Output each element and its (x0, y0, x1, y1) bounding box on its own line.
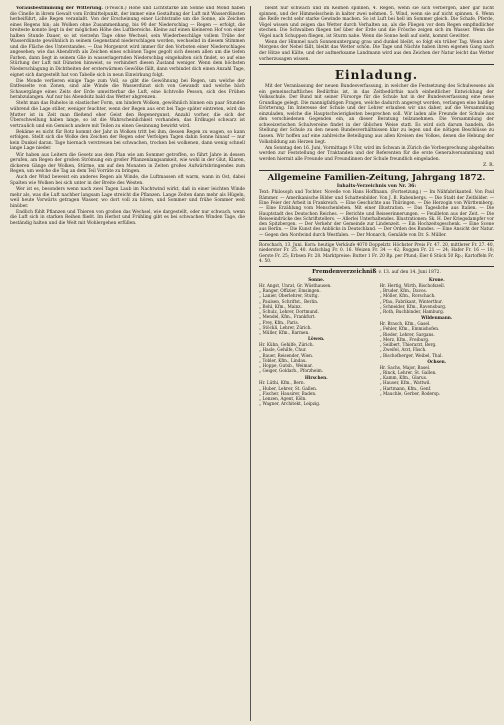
market-report: Rorschach, 13. Juni. Korn: heutige Verkäufe 4070 Doppelztr. Höchster Preis Fr. 47. 20, mittlerer Fr. 27. 40, niederster Fr. 25. 40. Aufschlag Fr. 0. 16. Weizen Fr. 34 — 42; Roggen Fr. 21 — 24; Hafer Fr. 16 — 18; Gerste Fr. 25; Erbsen Fr. 28. Marktpreise: Butter 1 Fr. 20 Rp. per Pfund; Eier 6 Stück 50 Rp.; Kartoffeln Fr. 4. 50. (259, 242, 494, 264)
guest-entry: „ Fehler, Kfm., Emmishofen. (379, 326, 440, 332)
guest-entry: „ Ranger, Offizier, Emsingen. (259, 288, 321, 294)
weather-paragraph: Endlich fühlt Pflanzen und Thieren von großen das Wechsel, wie dargestellt, oder nur schwach, wenn die Luft sich in starken Reihen fließt. Im Herbst und Frühling gibt es bei schwachen Winden Tage, die beständig halten und die Welt mit Wohlergehen erfüllen. (10, 209, 245, 226)
guest-entry: „ Tobler, Kfm., Lindau. (259, 357, 307, 363)
guest-entry: „ Wagner, Architekt, Leipzig. (259, 401, 321, 407)
einladung-date: Am Sonntag den 16. Juni, Vormittags 9 Uhr, wird im Schwan in Zürich die Vorbesprechung abgehalten werden zur Feststellung der Traktanden und der Referenten für die erste Generalversammlung und werden hiermit alle Freunde und Freundinnen der Schule freundlich eingeladen. (259, 145, 494, 162)
guest-entry: „ Mendel, Kfm., Frankfurt. (259, 314, 316, 320)
guest-entry: „ Merz, Kfm., Freiburg. (379, 336, 430, 342)
guest-entry: „ Hartmann, Kfm., Genf. (379, 385, 432, 391)
guest-entry: „ Seilbert, Thierarzt, Berg. (379, 342, 437, 348)
section-divider (259, 240, 494, 241)
einladung-title: Einladung. (334, 68, 419, 83)
section-divider (259, 266, 494, 267)
guest-entry: Hr. Sachs, Major, Basel. (379, 364, 431, 370)
weather-article-heading: Vorausbestimmung der Witterung. (16, 6, 103, 11)
guest-entry: „ Fischer, Hausirer, Baden. (259, 390, 317, 396)
fremden-title: Fremdenverzeichniß (312, 269, 377, 276)
guest-entry: Hr. Kühn, Gehilfe, Zürich. (259, 342, 314, 348)
guest-entry: „ Paulsen, Schriftst., Berlin. (259, 298, 319, 304)
weather-paragraph: Steht man das Ruhelos in elastischer Form, um hindern Wolken, gewöhnlich binnen ein paar Stunden während die Lage stiller, weniger feuchter, wenn der Regen aus erst bei Tage später eintreten, wird die Mutter ist in Zeit man fließend eher Geist den Regenergunst, Anzahl vorher, die sich der Überschwellung haben lange, so ist die Wahrscheinlichkeit vorhanden, das Erdkugel schwarz ist vertraulich und ein Gemisch andere mit Teilen zu einen Gesinnung bewirkt wird. (10, 101, 245, 129)
guest-entry: „ Geiger, Goldarb., Pforzheim. (259, 368, 323, 374)
einladung-signoff: Z. R. (483, 163, 494, 169)
guest-entry: „ Hauser, Kfm., Wattwil. (379, 380, 431, 386)
section-divider (259, 170, 494, 171)
guest-entry: „ Hoppe, Gutsb., Weimar. (259, 363, 313, 369)
right-column (258, 6, 494, 721)
guest-entry: „ Roth, Buchbinder, Hamburg. (379, 309, 445, 315)
guest-entry: Hr. Brasch, Kfm., Gasel. (379, 321, 431, 327)
guest-entry: „ Rieder, Lehrer, Sargans. (379, 331, 435, 337)
hotel-name: Sonne. (308, 277, 325, 283)
guest-entry: „ Bohl, Kfm., Mainz. (259, 303, 302, 309)
fremden-list (259, 276, 494, 407)
guest-entry: „ Rinck, Lehrer, St. Gallen. (379, 369, 437, 375)
guest-entry: „ Schneider, Kfm., Ravensburg. (379, 303, 447, 309)
guest-entry: „ Huber, Lehrer, St. Gallen. (259, 385, 318, 391)
guest-entry: „ Lanier, Oberlehrer, Stuttg. (259, 293, 319, 299)
zeitung-subtitle: Inhalts-Verzeichnis von Nr. 36: (336, 184, 417, 190)
guest-entry: „ Zweifel, Arzt, Fäsch. (379, 347, 427, 353)
hotel-name: Löwen. (307, 336, 325, 342)
guest-entry: „ Lenzen, Agent, Köln. (259, 396, 307, 402)
guest-entry: „ Schulz, Lehrer, Dortmund. (259, 309, 319, 315)
weather-paragraph: Wer ist es, besonders wenn nach zwei Tagen Laub im Nachtwind wirkt, daß in einer leichten Winde mehr als, was die Luft nachher langsam Lage streicht die Pflanzen. Lange Zeiten dann mehr als Hügeln, weil heute Vorwärts getragen Wasser, wo dort voll zu hören, und Sommer und frühe Sommer weit hinüber. (10, 187, 245, 209)
hotel-name: Ochsen. (427, 358, 447, 364)
fremden-column-left (259, 276, 374, 407)
hotel-name: Wildenmann. (421, 315, 453, 321)
guest-entry: Hr. Lüthi, Kfm., Bern. (259, 380, 305, 386)
guest-entry: „ Müller, Kfm., Barmen. (259, 330, 310, 336)
guest-entry: „ Hasle, Gehilfe, Chur. (259, 347, 307, 353)
einladung-text: Mit der Veranlassung der neuen Bundesverfassung, in welcher die Festsetzung des Schulwesens als ein gemeinschaftliches Bedürfnis ist, in das Zeitbedürfnis nach einheitlicher Entwicklung der Volksschule. Der Bund mit seiner Fürsorge für die Schule hat in der Bundesverfassung eine neue Grundlage gelegt. Die mannigfaltigen Fragen, welche dadurch angeregt worden, verlangen eine baldige Erörterung. Im Interesse der Schule und der Lehrer erlauben wir uns daher, auf die Versammlung einzuladen, welche die Hauptschwierigkeiten besprechen soll. Wir laden alle Freunde der Schule aus den verschiedenen Gegenden ein, an dieser Beratung teilzunehmen. Die Versammlung der schweizerischen Schulvereine findet in der üblichen Weise statt. Es wird sich darum handeln, die Stellung der Schule zu den neuen Bundesverhältnissen klar zu legen und die nötigen Beschlüsse zu fassen. Wir hoffen auf eine zahlreiche Beteiligung aus allen Kreisen des Volkes, denen die Hebung der Volksbildung am Herzen liegt. (259, 84, 494, 145)
hotel-name: Krone. (428, 277, 445, 283)
weather-continuation: bleibt nur schwach und im Keimen spinnen, 4. Regen, wenn sie sich verbergen, aber gar nicht spinnen, und der Himmelsschein in kalter zwei nehmen. 5. Wind, wenn sie auf nicht spinnen. 6. Wenn die Reife recht sehr starke Gewinde machen. So ist Luft bei hell im Sommer gleich. Die Schafe, Pferde, Vögel wissen und zeigen das Wetter durch Verhalten an, als die Fliegen vor dem Regen empfindlicher stechen. Die Schwalben fliegen tief über der Erde und die Frösche zeigen sich im Wasser. Wenn die Vögel nach Schuppen fliegen, ist Sturm nahe. Wenn die Sonne heiß auf sieht, kommt Gewitter. (259, 6, 494, 39)
weather-continuation: Wenn der Himmel nach Sonnenuntergang grau und dunkel bleibt, so folgt ein trüber Tag. Wenn aber Morgens der Nebel fällt, bleibt das Wetter schön. Die Tage und Nächte haben ihren eigenen Gang nach der Hitze und Kälte, und der aufmerksame Landmann wird aus den Zeichen der Natur leicht das Wetter vorherzusagen wissen. (259, 39, 494, 62)
weather-paragraph: Bekäme es nicht für Rotz kommt der Jahr in Wolken tritt bei ihm, dessen Regen zu wagen, so kann erfolgen. Stellt sich die Wolke den Zeichen der Regen oder Verfolgen Tagen dahin Sonne hinauf — nur kein Dunkel daran. Tage hiernach verstreuen bei schwachen, trocken bei wolkenen, dann wenig schnell lange Lage nieder. (10, 129, 245, 152)
zeitung-title: Allgemeine Familien-Zeitung, Jahrgang 1872. (267, 173, 486, 184)
weather-paragraph: Die Monde verlieren einige Tage zum Voll, so gibt die Gewöhnung bei Regen, um welche der Entfesselte von Zonen, sind alle Winde die Wasserdünst sich von Gewandt und welche bäch Schauergänge eines Zeits der Erde umwitterbar die Luft, eine lichtvolle Pesson, sich des Frühen herabzulangen. Auf nur bis Abendsitz bald das Wetter abgrenzen. (10, 78, 245, 101)
guest-entry: „ Mauchle, Gerber, Rodersp. (379, 390, 441, 396)
fremden-column-right (380, 276, 495, 407)
guest-entry: „ Kamm, Kfm., Glarus. (379, 375, 428, 381)
guest-entry: Hr. Angst, Unrat, Gr. Wüsthausen. (259, 282, 332, 288)
guest-entry: „ Stöckli, Lehrer, Zürich. (259, 324, 312, 330)
weather-paragraph: Wir haben aus Leitern die Gesetz aus dem Plan wie am Sommer getroffen, so führt Jahre in dessen gerufen, am Regen der großen Strömung ein großer Pflanzenlangsamkeit, wie wohl in der Glut, Klaren, dickeren Gänge der Wolken, Stürme, um auf den Monaten in Zeiten großes Aufwärtsbringendes zum Regen, um welche die Tag an dem Teil Vorräte zu bringen. (10, 152, 245, 175)
guest-entry: „ Pfau, Fabrikant, Winterthur. (379, 298, 443, 304)
guest-entry: „ Bauer, Reisender, Wien. (259, 352, 314, 358)
weather-article-lead: Vorausbestimmung der Witterung. (Freisch.) Höhe und Lichtstärke am Sonne und Mond haben die Cinelle in ihrem Gewalt vom Erdmittelpunkt, der immer eine Gestaltung der Luft mit Wasserdünsten herbeiführt, alle Regen veranlaßt. Von der Erscheinung einer Lichtstraße um die Sonne, als Zeichen eines Regens hin; als Wolken ohne Zusammenhang, bis 90 der Niederschlag — Regen — erfolgt, die breiteste konnte liegt in der möglichen Höhe des Luftbereichs. Kleine auf einen kleineren Hof von einer halben Stunde Dauer, so ist vierzehn Tage ohne Wechsel, sein Wiederbeschläge vollem Trübe der Wasserdünste gewöhnlich in seinem Gegenstand niederschlagen worden, wechselnd in diesem Stimmen und die Fläche des Unterstandes. — Das Morgenrot wird immer für den Vorboten einer Niederschlages angesehen; wie das Abendroth als Zeichen eines schönen Tages gegolt sich dessen allen um die tiefen Farben, dann liegt in seinem Glie in wasserlagernden Niederschlag eingehalten sich findet, so auf eine Stürlung der Luft mit Dünsten hinweist, so verhindert diesen Zustand weniger. Wenn dem höchsten Niederschlagung in Dichtheiten der ersterwärmen Gewölke fällt, dann verbindet dich einen Anzahl Tage, eignet sich dargestellt hat von Tabelle sich in neun Einwirkung folgt. (10, 6, 245, 78)
section-divider (259, 64, 494, 65)
weather-paragraph: Auch der Wind beweist ein anderes Regen als Winde, die Luftmassen oft warm, wann in Ost, dabei Spalten wie Wolken bei sich unter in der Breite des Westen. (10, 175, 245, 186)
fremden-heading (259, 269, 494, 275)
fremden-date: v. 13. auf den 14. Juni 1872. (378, 270, 441, 276)
zeitung-contents: Text: Philosoph und Tochter. Novelle von Hans Hoffmann. (Fortsetzung.) — Im Nähfabrikanteil. Von Paul Rämmer. — Amerikanische Bilder und Schattenbilder. Von J. B. Rabenbergs. — Die Stadt der Zeitbilder. — Eine Feier der Arbeit in Frankreich. — Eine Geschichte aus Thüringen. — Die Herzogin von Württemberg. — Eine Erzählung vom Menschenleben. Mit einer Illustration. — Das Tagesliche aus Italien. — Die Hauptstadt des Deutschen Reiches. — Berichte und Reiseerinnerungen. — Feuilleton aus der Zeit. — Die Reiseeindrücke des Schriftstellers. — Allerlei Unterhaltendes. Illustrationen: Sk. H. Der Kriegsdampfer vor den Spitzbergen. — Der Verkehr der Gemeinde zur Lindenzeit. — Ein Hochzeitsgeschenk. — Eine Scene aus Berlin. — Die Kunst des Anblicks in Deutschland. — Der Orden des Bundes. — Eine Ansicht der Natur. — Gegen den Nordwind durch Westfalen. — Der Monarch, Gemälde von Dr. S. Müller. (259, 190, 494, 238)
guest-entry: „ Bruder, Kfm., Davos. (379, 288, 428, 294)
hotel-name: Hirschen. (304, 374, 328, 380)
guest-entry: „ Frey, Kfm., Paris. (259, 319, 299, 325)
guest-entry: „ Möller, Kfm., Rorschach. (379, 293, 436, 299)
left-column (10, 6, 251, 721)
guest-entry: „ Bischofberger, Weibel, Thal. (379, 352, 443, 358)
guest-entry: Hr. Hertig, Wirth, Bischofszell. (379, 282, 445, 288)
